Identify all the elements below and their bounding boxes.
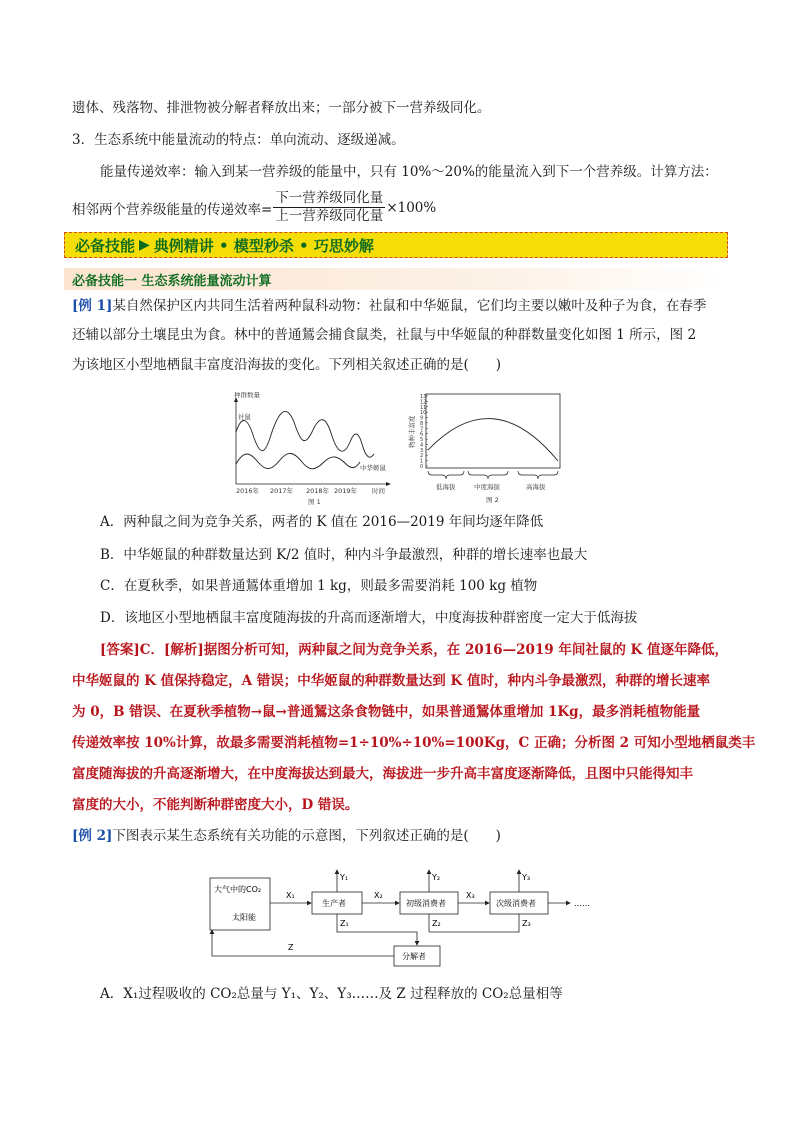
fig1-series1-line (236, 411, 374, 457)
fig2-xcat-1: 中度海拔 (474, 483, 500, 491)
diagram-z: Z (288, 943, 294, 952)
fig2-caption: 图 2 (486, 496, 499, 504)
fig2-ytick: 6 (420, 431, 424, 438)
diagram-z1: Z₁ (340, 919, 349, 928)
formula-fraction (273, 190, 385, 225)
text-line-1: 遗体、残落物、排泄物被分解者释放出来；一部分被下一营养级同化。 (72, 100, 491, 116)
diagram-sun-label: 太阳能 (232, 913, 256, 922)
example1-answer-line-2: 中华姬鼠的 K 值保持稳定，A 错误；中华姬鼠的种群数量达到 K 值时，种内斗争最激烈，种群的增长速率 (72, 673, 710, 689)
fig2-ytick: 3 (420, 447, 424, 454)
formula-denominator: 上一营养级同化量 (275, 208, 384, 224)
example1-answer-line-5: 富度随海拔的升高逐渐增大，在中度海拔达到最大，海拔进一步升高丰富度逐渐降低，且图中只能得知丰 (72, 766, 693, 782)
example2-question-line-1 (72, 826, 501, 846)
text-line-2: 3．生态系统中能量流动的特点：单向流动、逐级递减。 (72, 132, 405, 148)
fig2-ytick: 4 (420, 442, 424, 449)
fig1-series2-label: 中华姬鼠 (360, 464, 386, 472)
figure-2-richness-chart (408, 388, 568, 506)
example2-option-a: A．X₁过程吸收的 CO₂总量与 Y₁、Y₂、Y₃……及 Z 过程释放的 CO₂总量相等 (100, 986, 563, 1002)
fig2-ytick: 11 (420, 404, 427, 411)
formula-prefix: 相邻两个营养级能量的传递效率= (72, 201, 273, 218)
fig2-xcat-2: 高海拔 (526, 483, 546, 491)
fig1-series1-label: 社鼠 (238, 413, 251, 421)
formula-suffix: ×100% (386, 199, 437, 216)
fig1-series2-line (236, 453, 360, 468)
example1-question-line-1 (72, 296, 706, 316)
fig2-ytick: 1 (420, 458, 424, 465)
text-line-3: 能量传递效率：输入到某一营养级的能量中，只有 10%～20%的能量流入到下一个营养级。计算方法： (100, 164, 718, 180)
fig2-ytick: 0 (420, 464, 424, 470)
example1-option-d: D．该地区小型地栖鼠丰富度随海拔的升高而逐渐增大，中度海拔种群密度一定大于低海拔 (100, 610, 638, 626)
fig1-ylabel: 种群数量 (234, 392, 260, 399)
fig1-xtick-0: 2016年 (236, 487, 260, 495)
fig2-ytick: 7 (420, 426, 424, 433)
fig1-caption: 图 1 (308, 498, 321, 506)
efficiency-formula (72, 190, 436, 225)
banner-subtitle: 典例精讲 • 模型秒杀 • 巧思妙解 (153, 236, 374, 255)
example1-answer-line-4: 传递效率按 10%计算，故最多需要消耗植物=1÷10%÷10%=100Kg，C 正确；分析图 2 可知小型地栖鼠类丰 (72, 735, 756, 751)
fig2-ytick: 10 (420, 410, 427, 417)
fig2-ylabel: 物种丰富度 (408, 415, 416, 448)
example1-option-a: A．两种鼠之间为竞争关系，两者的 K 值在 2016—2019 年间均逐年降低 (100, 514, 544, 530)
skills-banner (64, 232, 728, 258)
diagram-y2: Y₂ (432, 873, 441, 882)
diagram-z2: Z₂ (432, 919, 441, 928)
diagram-y1: Y₁ (340, 873, 349, 882)
diagram-x1: X₁ (286, 891, 295, 900)
example2-tag: [例 2] (72, 828, 113, 844)
diagram-producer-label: 生产者 (322, 899, 346, 908)
diagram-dots: …… (574, 899, 590, 908)
fig2-ytick: 13 (420, 394, 427, 400)
fig2-richness-curve (428, 419, 558, 461)
fig1-xtick-3: 2019年 (334, 487, 358, 495)
diagram-co2-label: 大气中的CO₂ (214, 885, 262, 894)
diagram-y3: Y₃ (522, 873, 531, 882)
example1-answer-line-3: 为 0，B 错误、在夏秋季植物→鼠→普通鵟这条食物链中，如果普通鵟体重增加 1Kg，最多消耗植物能量 (72, 704, 701, 720)
example2-q1: 下图表示某生态系统有关功能的示意图，下列叙述正确的是( ) (112, 828, 501, 844)
energy-flow-diagram (208, 866, 608, 976)
example1-tag: [例 1] (72, 298, 113, 314)
diagram-secondary-label: 次级消费者 (496, 899, 536, 908)
example1-q1: 某自然保护区内共同生活着两种鼠科动物：社鼠和中华姬鼠，它们均主要以嫩叶及种子为食，在春季 (112, 298, 707, 314)
example1-option-c: C．在夏秋季，如果普通鵟体重增加 1 kg，则最多需要消耗 100 kg 植物 (100, 578, 538, 594)
fig2-ytick: 9 (420, 415, 424, 422)
example1-option-b: B．中华姬鼠的种群数量达到 K/2 值时，种内斗争最激烈，种群的增长速率也最大 (100, 547, 588, 563)
fig1-xtick-2: 2018年 (306, 487, 330, 495)
section-heading: 必备技能一 生态系统能量流动计算 (64, 268, 724, 290)
diagram-decomposer-label: 分解者 (402, 952, 426, 961)
fig2-xcat-0: 低海拔 (436, 483, 456, 491)
banner-title: 必备技能 (75, 236, 136, 255)
fig2-ytick: 2 (420, 453, 424, 460)
fig1-xtick-1: 2017年 (270, 487, 294, 495)
diagram-x2: X₂ (374, 891, 383, 900)
fig1-xlabel: 时间 (372, 487, 385, 495)
example1-answer-line-6: 富度的大小，不能判断种群密度大小，D 错误。 (72, 797, 359, 813)
play-arrow-icon: ▶ (139, 237, 150, 253)
example1-question-line-2: 还辅以部分土壤昆虫为食。林中的普通鵟会捕食鼠类，社鼠与中华姬鼠的种群数量变化如图 1 所示，图 2 (72, 327, 697, 343)
formula-numerator: 下一营养级同化量 (275, 190, 384, 206)
diagram-x3: X₃ (466, 891, 475, 900)
diagram-z3: Z₃ (522, 919, 531, 928)
diagram-primary-label: 初级消费者 (406, 899, 446, 908)
fig2-ytick: 5 (420, 437, 424, 444)
example1-question-line-3: 为该地区小型地栖鼠丰富度沿海拔的变化。下列相关叙述正确的是( ) (72, 357, 502, 373)
figure-1-population-chart (228, 392, 398, 507)
example1-answer-line-1: [答案]C．[解析]据图分析可知，两种鼠之间为竞争关系，在 2016—2019 年间社鼠的 K 值逐年降低， (100, 642, 728, 658)
fig2-ytick: 12 (420, 399, 427, 406)
fig2-ytick: 8 (420, 420, 424, 427)
